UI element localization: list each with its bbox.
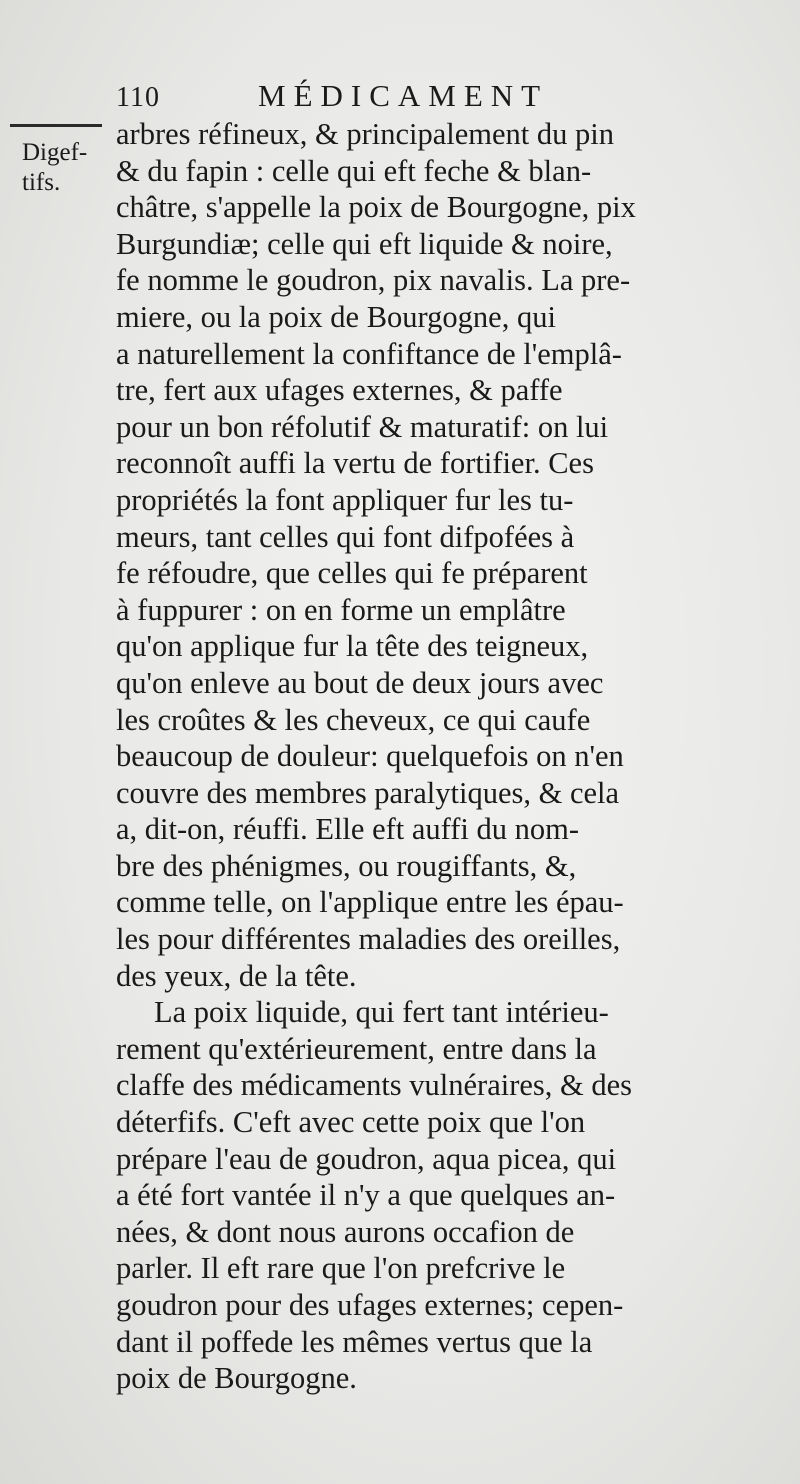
paragraph-1 xyxy=(116,116,766,994)
text-line: couvre des membres paralytiques, & cela xyxy=(116,775,620,810)
text-line: claffe des médicaments vulnéraires, & des xyxy=(116,1068,633,1103)
text-line: comme telle, on l'applique entre les épau- xyxy=(116,885,624,920)
body-text xyxy=(116,116,766,1397)
text-line: qu'on enleve au bout de deux jours avec xyxy=(116,665,604,700)
text-line: & du fapin : celle qui eft feche & blan- xyxy=(116,153,592,188)
text-line: dant il poffede les mêmes vertus que la xyxy=(116,1324,593,1359)
page-number: 110 xyxy=(116,82,160,113)
text-line: beaucoup de douleur: quelquefois on n'en xyxy=(116,739,624,774)
text-line: fe nomme le goudron, pix navalis. La pre- xyxy=(116,263,631,298)
text-line: propriétés la font appliquer fur les tu- xyxy=(116,482,574,517)
text-line: Burgundiæ; celle qui eft liquide & noire, xyxy=(116,226,613,261)
text-line: pour un bon réfolutif & maturatif: on lui xyxy=(116,409,609,444)
text-line: des yeux, de la tête. xyxy=(116,958,357,993)
text-line: rement qu'extérieurement, entre dans la xyxy=(116,1031,597,1066)
text-line: a, dit-on, réuffi. Elle eft auffi du nom- xyxy=(116,812,580,847)
text-line: meurs, tant celles qui font difpofées à xyxy=(116,519,575,554)
text-line: à fuppurer : on en forme un emplâtre xyxy=(116,592,566,627)
margin-note xyxy=(22,138,102,198)
marginal-rule xyxy=(10,124,102,127)
text-line: tre, fert aux ufages externes, & paffe xyxy=(116,373,563,408)
text-line: qu'on applique fur la tête des teigneux, xyxy=(116,629,589,664)
text-line: a naturellement la confiftance de l'emplâ- xyxy=(116,336,622,371)
text-line: déterfifs. C'eft avec cette poix que l'on xyxy=(116,1105,586,1140)
text-line: prépare l'eau de goudron, aqua picea, qui xyxy=(116,1141,617,1176)
running-head xyxy=(116,78,586,118)
text-line: bre des phénigmes, ou rougiffants, &, xyxy=(116,848,577,883)
text-line: châtre, s'appelle la poix de Bourgogne, pix xyxy=(116,190,636,225)
text-line: fe réfoudre, que celles qui fe préparent xyxy=(116,556,588,591)
text-line: arbres réfineux, & principalement du pin xyxy=(116,117,614,151)
text-line: goudron pour des ufages externes; cepen- xyxy=(116,1288,624,1322)
text-line: les croûtes & les cheveux, ce qui caufe xyxy=(116,702,591,737)
text-line: les pour différentes maladies des oreilles, xyxy=(116,922,621,957)
text-line: a été fort vantée il n'y a que quelques an- xyxy=(116,1178,616,1213)
text-line: parler. Il eft rare que l'on prefcrive le xyxy=(116,1251,566,1286)
text-line: reconnoît auffi la vertu de fortifier. Ces xyxy=(116,446,594,481)
page-header-title: MÉDICAMENT xyxy=(258,78,549,113)
text-line: nées, & dont nous aurons occafion de xyxy=(116,1214,575,1249)
text-line: miere, ou la poix de Bourgogne, qui xyxy=(116,299,556,334)
margin-note-line: Digef- xyxy=(22,139,88,166)
paragraph-2 xyxy=(116,994,766,1397)
text-line: La poix liquide, qui fert tant intérieu- xyxy=(154,995,609,1030)
margin-note-line: tifs. xyxy=(22,169,61,196)
text-line: poix de Bourgogne. xyxy=(116,1361,357,1396)
